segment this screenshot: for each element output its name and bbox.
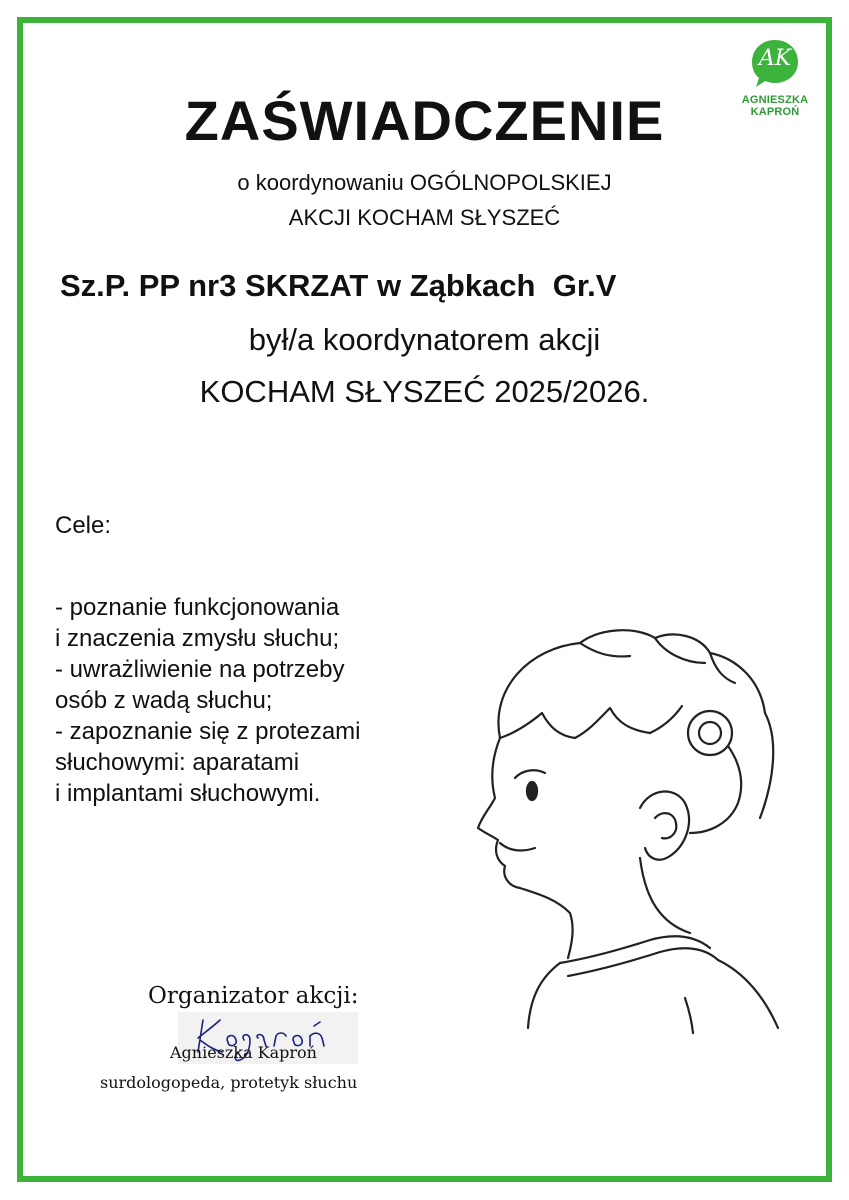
goals-heading: Cele: — [55, 512, 112, 539]
goals-list — [55, 592, 360, 809]
recipient-name: Sz.P. PP nr3 SKRZAT w Ząbkach Gr.V — [60, 268, 617, 303]
certificate-title: ZAŚWIADCZENIE — [184, 89, 665, 152]
goal-line: - zapoznanie się z protezami — [55, 718, 361, 745]
goal-line: słuchowymi: aparatami — [55, 749, 300, 776]
subtitle-line-2: AKCJI KOCHAM SŁYSZEĆ — [288, 205, 561, 230]
organizer-role: surdologopeda, protetyk słuchu — [100, 1073, 358, 1092]
organizer-name: Agnieszka Kaproń — [170, 1043, 317, 1062]
boy-with-cochlear-implant-illustration — [460, 618, 810, 1038]
body-line-1: był/a koordynatorem akcji — [248, 322, 601, 357]
logo-initials: AK — [758, 46, 792, 71]
subtitle-line-1: o koordynowaniu OGÓLNOPOLSKIEJ — [237, 170, 612, 195]
goal-line: i znaczenia zmysłu słuchu; — [55, 625, 340, 652]
logo-name-line1: AGNIESZKA — [741, 94, 809, 106]
goal-line: i implantami słuchowymi. — [55, 780, 321, 807]
organizer-label: Organizator akcji: — [148, 983, 359, 1009]
logo-name-line2: KAPROŃ — [750, 106, 800, 118]
goal-line: osób z wadą słuchu; — [55, 687, 273, 714]
body-line-2: KOCHAM SŁYSZEĆ 2025/2026. — [199, 374, 650, 409]
goal-line: - poznanie funkcjonowania — [55, 594, 340, 621]
goal-line: - uwrażliwienie na potrzeby — [55, 656, 345, 683]
